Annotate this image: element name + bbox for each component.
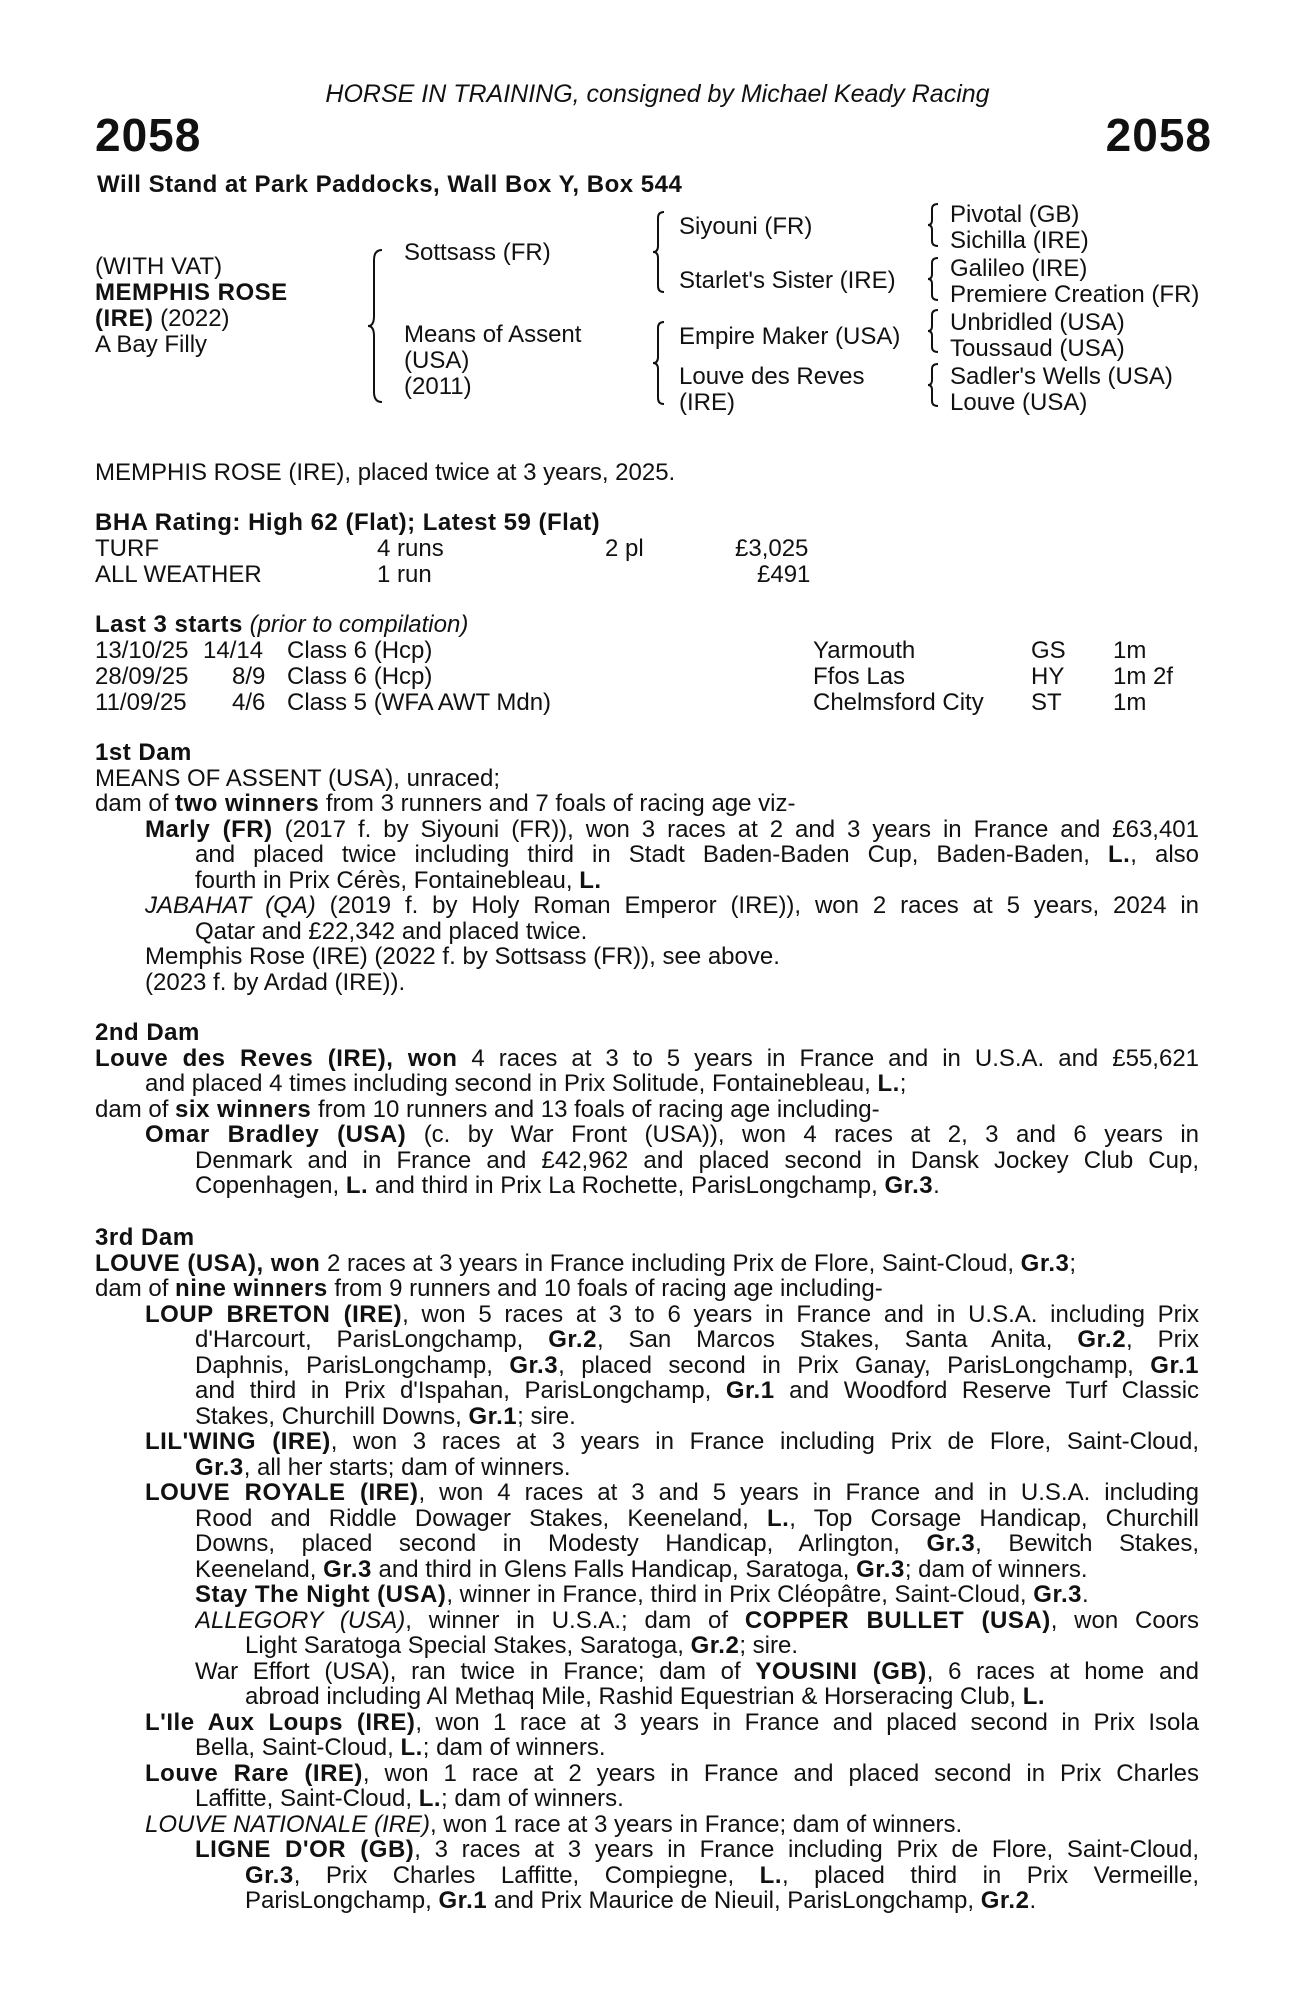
first-dam-line1: MEANS OF ASSENT (USA), unraced; (95, 764, 501, 792)
lilwing-line1: LIL'WING (IRE), won 3 races at 3 years in France including Prix de Flore, Saint-Cloud, (145, 1429, 1199, 1455)
ile-aux-loups-line2: Bella, Saint-Cloud, L.; dam of winners. (195, 1734, 606, 1761)
loup-breton-line3: Daphnis, ParisLongchamp, Gr.3, placed second in Prix Ganay, ParisLongchamp, Gr.1 (195, 1352, 1199, 1378)
pedigree-brace-dd (926, 362, 940, 408)
lot-number-right: 2058 (1105, 109, 1212, 161)
pedigree-sds: Galileo (IRE) (950, 255, 1088, 282)
start-1-going: GS (1031, 637, 1066, 664)
pedigree-sire-sire: Siyouni (FR) (679, 213, 813, 240)
first-dam-heading: 1st Dam (95, 739, 192, 766)
pedigree-sire: Sottsass (FR) (404, 239, 551, 266)
rating-row-aw-runs: 1 run (377, 561, 432, 588)
pedigree-brace-dam (651, 320, 667, 406)
stay-the-night-line: Stay The Night (USA), winner in France, third in Prix Cléopâtre, Saint-Cloud, Gr.3. (195, 1581, 1089, 1608)
third-dam-line1: LOUVE (USA), won 2 races at 3 years in France including Prix de Flore, Saint-Cloud, Gr.3; (95, 1249, 1077, 1277)
pedigree-brace-ds (926, 308, 940, 354)
war-effort-line2: abroad including Al Methaq Mile, Rashid Equestrian & Horseracing Club, L. (245, 1683, 1046, 1710)
third-dam-heading: 3rd Dam (95, 1224, 195, 1251)
start-1-course: Yarmouth (813, 637, 916, 664)
rating-row-aw-prize: £491 (757, 561, 811, 588)
louve-royale-line4: Keeneland, Gr.3 and third in Glens Falls Handicap, Saratoga, Gr.3; dam of winners. (195, 1555, 1088, 1583)
start-3-course: Chelmsford City (813, 689, 984, 716)
second-dam-line2: and placed 4 times including second in Prix Solitude, Fontainebleau, L.; (145, 1070, 907, 1097)
pedigree-dam-sire: Empire Maker (USA) (679, 323, 901, 350)
pedigree-brace-sire (651, 210, 667, 294)
pedigree-dss: Unbridled (USA) (950, 309, 1125, 336)
rating-row-turf-prize: £3,025 (735, 535, 809, 562)
start-3-race: Class 5 (WFA AWT Mdn) (287, 689, 552, 716)
pedigree-brace-gen1 (366, 248, 386, 404)
stand-location: Will Stand at Park Paddocks, Wall Box Y, Box 544 (97, 171, 683, 198)
second-dam-produce: dam of six winners from 10 runners and 13 foals of racing age including- (95, 1095, 880, 1123)
jabahat-line2: Qatar and £22,342 and placed twice. (195, 917, 588, 945)
third-dam-produce: dam of nine winners from 9 runners and 10 foals of racing age including- (95, 1275, 883, 1302)
pedigree-ddd: Louve (USA) (950, 389, 1088, 416)
rating-row-turf-runs: 4 runs (377, 535, 444, 562)
start-2-going: HY (1031, 663, 1065, 690)
marly-line1: Marly (FR) (2017 f. by Siyouni (FR)), won 3 races at 2 and 3 years in France and £63,401 (145, 816, 1199, 842)
marly-line3: fourth in Prix Cérès, Fontainebleau, L. (195, 866, 602, 894)
start-1-distance: 1m (1113, 637, 1147, 664)
pedigree-brace-sd (926, 256, 940, 302)
ligne-dor-line2: Gr.3, Prix Charles Laffitte, Compiegne, L., placed third in Prix Vermeille, (245, 1862, 1199, 1888)
louve-rare-line1: Louve Rare (IRE), won 1 race at 2 years in France and placed second in Prix Charles (145, 1760, 1199, 1786)
start-1-race: Class 6 (Hcp) (287, 637, 433, 664)
war-effort-line1: War Effort (USA), ran twice in France; dam of YOUSINI (GB), 6 races at home and (195, 1658, 1199, 1684)
pedigree-dam-line1: Means of Assent (404, 321, 582, 348)
marly-line2: and placed twice including third in Stadt Baden-Baden Cup, Baden-Baden, L., also (195, 842, 1199, 868)
third-dam-section (95, 1225, 1199, 1914)
bha-rating-title: BHA Rating: High 62 (Flat); Latest 59 (Flat) (95, 509, 601, 536)
pedigree-dds: Sadler's Wells (USA) (950, 363, 1173, 390)
horse-summary: MEMPHIS ROSE (IRE), placed twice at 3 years, 2025. (95, 459, 676, 486)
first-dam-produce: dam of two winners from 3 runners and 7 foals of racing age viz- (95, 790, 796, 817)
lot-number-left: 2058 (95, 109, 202, 161)
start-3-date: 11/09/25 (95, 689, 187, 716)
start-3-distance: 1m (1113, 689, 1147, 716)
loup-breton-line1: LOUP BRETON (IRE), won 5 races at 3 to 6 years in France and in U.S.A. including Prix (145, 1301, 1199, 1327)
start-2-race: Class 6 (Hcp) (287, 663, 433, 690)
allegory-line1: ALLEGORY (USA), winner in U.S.A.; dam of COPPER BULLET (USA), won Coors (195, 1607, 1199, 1633)
start-1-pos: 14/14 (203, 637, 264, 664)
pedigree-dsd: Toussaud (USA) (950, 335, 1125, 362)
omar-line2: Denmark and in France and £42,962 and placed second in Dansk Jockey Club Cup, (195, 1147, 1199, 1173)
allegory-line2: Light Saratoga Special Stakes, Saratoga, Gr.2; sire. (245, 1632, 799, 1659)
louve-rare-line2: Laffitte, Saint-Cloud, L.; dam of winners. (195, 1785, 624, 1812)
pedigree-dam-line3: (2011) (404, 373, 472, 400)
omar-line1: Omar Bradley (USA) (c. by War Front (USA)), won 4 races at 2, 3 and 6 years in (145, 1122, 1199, 1148)
memphis-rose-line: Memphis Rose (IRE) (2022 f. by Sottsass (FR)), see above. (145, 943, 780, 970)
jabahat-line1: JABAHAT (QA) (2019 f. by Holy Roman Emperor (IRE)), won 2 races at 5 years, 2024 in (145, 893, 1199, 919)
horse-description: A Bay Filly (95, 331, 208, 358)
loup-breton-line5: Stakes, Churchill Downs, Gr.1; sire. (195, 1402, 576, 1430)
louve-royale-line3: Downs, placed second in Modesty Handicap, Arlington, Gr.3, Bewitch Stakes, (195, 1531, 1199, 1557)
last-starts-title: Last 3 starts (prior to compilation) (95, 611, 469, 638)
loup-breton-line2: d'Harcourt, ParisLongchamp, Gr.2, San Marcos Stakes, Santa Anita, Gr.2, Prix (195, 1327, 1199, 1353)
start-2-distance: 1m 2f (1113, 663, 1174, 690)
lilwing-line2: Gr.3, all her starts; dam of winners. (195, 1453, 571, 1481)
rating-row-turf-placed: 2 pl (605, 535, 644, 562)
first-dam-section (95, 740, 1199, 995)
page-header: HORSE IN TRAINING, consigned by Michael Keady Racing (325, 80, 990, 108)
horse-name: MEMPHIS ROSE (95, 279, 288, 306)
start-2-pos: 8/9 (232, 663, 266, 690)
second-dam-line1: Louve des Reves (IRE), won 4 races at 3 to 5 years in France and in U.S.A. and £55,621 (95, 1045, 1199, 1071)
rating-row-aw-surface: ALL WEATHER (95, 561, 262, 588)
pedigree-sss: Pivotal (GB) (950, 201, 1080, 228)
start-1-date: 13/10/25 (95, 637, 189, 664)
rating-row-turf-surface: TURF (95, 535, 159, 562)
ligne-dor-line1: LIGNE D'OR (GB), 3 races at 3 years in France including Prix de Flore, Saint-Cloud, (195, 1837, 1199, 1863)
pedigree-ssd: Sichilla (IRE) (950, 227, 1089, 254)
start-3-going: ST (1031, 689, 1062, 716)
horse-origin-year: (IRE) (2022) (95, 305, 230, 332)
pedigree-brace-ss (926, 202, 940, 248)
start-2-course: Ffos Las (813, 663, 906, 690)
loup-breton-line4: and third in Prix d'Ispahan, ParisLongchamp, Gr.1 and Woodford Reserve Turf Classic (195, 1378, 1199, 1404)
louve-royale-line2: Rood and Riddle Dowager Stakes, Keeneland, L., Top Corsage Handicap, Churchill (195, 1505, 1199, 1531)
louve-nationale-line: LOUVE NATIONALE (IRE), won 1 race at 3 years in France; dam of winners. (145, 1810, 963, 1838)
foal-2023-line: (2023 f. by Ardad (IRE)). (145, 968, 406, 996)
pedigree-sdd: Premiere Creation (FR) (950, 281, 1200, 308)
ile-aux-loups-line1: L'Ile Aux Loups (IRE), won 1 race at 3 years in France and placed second in Prix Isola (145, 1709, 1199, 1735)
omar-line3: Copenhagen, L. and third in Prix La Rochette, ParisLongchamp, Gr.3. (195, 1172, 940, 1199)
pedigree-sire-dam: Starlet's Sister (IRE) (679, 267, 896, 294)
start-3-pos: 4/6 (232, 689, 266, 716)
pedigree-dam-dam-line1: Louve des Reves (679, 363, 865, 390)
ligne-dor-line3: ParisLongchamp, Gr.1 and Prix Maurice de Nieuil, ParisLongchamp, Gr.2. (245, 1887, 1037, 1914)
vat-note: (WITH VAT) (95, 253, 223, 280)
second-dam-heading: 2nd Dam (95, 1019, 200, 1046)
pedigree-dam-line2: (USA) (404, 347, 470, 374)
second-dam-section (95, 1020, 1199, 1199)
louve-royale-line1: LOUVE ROYALE (IRE), won 4 races at 3 and 5 years in France and in U.S.A. including (145, 1480, 1199, 1506)
start-2-date: 28/09/25 (95, 663, 189, 690)
pedigree-dam-dam-line2: (IRE) (679, 389, 735, 416)
